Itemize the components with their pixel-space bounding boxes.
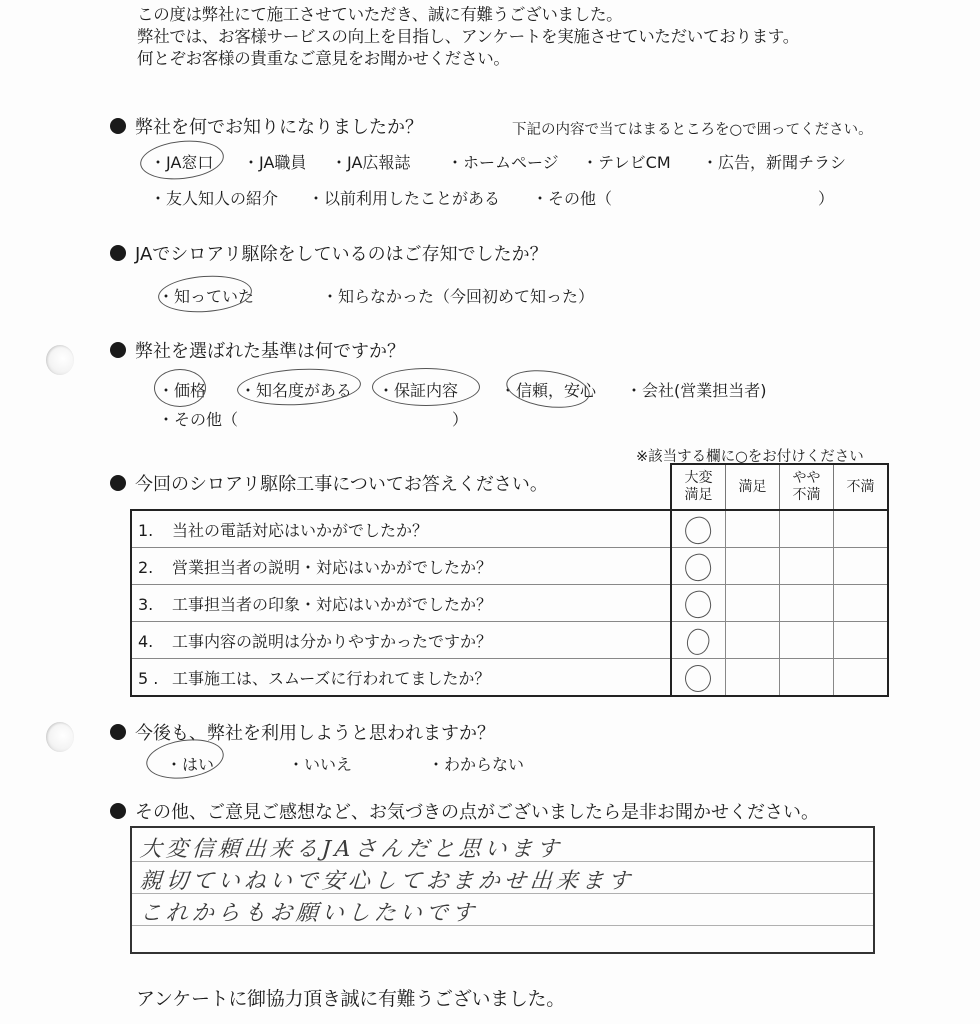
- option-other[interactable]: ・その他（: [158, 410, 239, 429]
- row-question: 工事施工は、スムーズに行われてましたか？: [172, 668, 491, 688]
- table-row: 3. 工事担当者の印象・対応はいかがでしたか？: [131, 585, 888, 622]
- cell-satisfied[interactable]: [726, 548, 780, 585]
- option-other[interactable]: ・その他（: [532, 189, 613, 208]
- handwritten-comment-line: 大変信頼出来るJAさんだと思います: [138, 837, 564, 862]
- cell-somewhat-dissatisfied[interactable]: [780, 548, 834, 585]
- column-satisfied: 満足: [726, 464, 780, 510]
- question-4-title: 今回のシロアリ駆除工事についてお答えください。: [135, 474, 548, 495]
- cell-satisfied[interactable]: [726, 659, 780, 697]
- binder-hole: [46, 722, 74, 752]
- option-no[interactable]: ・いいえ: [288, 755, 353, 774]
- table-row: 4. 工事内容の説明は分かりやすかったですか？: [131, 622, 888, 659]
- option-tv-cm[interactable]: ・テレビCM: [582, 153, 671, 172]
- question-1-heading: [110, 113, 423, 139]
- row-question: 工事担当者の印象・対応はいかがでしたか？: [172, 594, 493, 614]
- bullet-icon: [110, 118, 126, 134]
- bullet-icon: [110, 803, 126, 819]
- option-other-close: ）: [818, 189, 835, 208]
- cell-dissatisfied[interactable]: [834, 548, 889, 585]
- column-somewhat-dissatisfied: やや 不満: [780, 464, 834, 510]
- question-6-title: その他、ご意見ご感想など、お気づきの点がございましたら是非お聞かせください。: [135, 802, 819, 823]
- handwritten-circle: [683, 626, 713, 658]
- cell-very-satisfied[interactable]: [671, 585, 726, 622]
- bullet-icon: [110, 475, 126, 491]
- table-row: 5 . 工事施工は、スムーズに行われてましたか？: [131, 659, 888, 697]
- table-instruction: ※該当する欄に○をお付けください: [636, 449, 864, 465]
- option-ja-newsletter[interactable]: ・JA広報誌: [331, 153, 411, 172]
- option-trust[interactable]: ・信頼，安心: [500, 381, 597, 400]
- question-2-title: JAでシロアリ駆除をしているのはご存知でしたか？: [135, 244, 548, 265]
- option-dont-know[interactable]: ・わからない: [428, 755, 525, 774]
- option-friend-referral[interactable]: ・友人知人の紹介: [150, 189, 279, 208]
- column-dissatisfied: 不満: [834, 464, 889, 510]
- question-3-title: 弊社を選ばれた基準は何ですか？: [135, 341, 405, 362]
- option-ad-flyer[interactable]: ・広告，新聞チラシ: [702, 153, 847, 172]
- question-1-instruction: 下記の内容で当てはまるところを○で囲ってください。: [512, 122, 873, 138]
- question-1-title: 弊社を何でお知りになりましたか？: [135, 117, 423, 138]
- column-very-satisfied: 大変 満足: [671, 464, 726, 510]
- cell-satisfied[interactable]: [726, 622, 780, 659]
- cell-dissatisfied[interactable]: [834, 510, 889, 548]
- cell-somewhat-dissatisfied[interactable]: [780, 622, 834, 659]
- cell-satisfied[interactable]: [726, 585, 780, 622]
- question-3-heading: [110, 337, 405, 363]
- cell-somewhat-dissatisfied[interactable]: [780, 510, 834, 548]
- table-header-row: [131, 464, 888, 510]
- handwritten-circle: [685, 665, 711, 692]
- handwritten-circle: [682, 515, 713, 547]
- question-5-title: 今後も、弊社を利用しようと思われますか？: [135, 723, 495, 744]
- table-row: 2. 営業担当者の説明・対応はいかがでしたか？: [131, 548, 888, 585]
- option-knew[interactable]: ・知っていた: [158, 287, 255, 306]
- cell-very-satisfied[interactable]: [671, 659, 726, 697]
- cell-dissatisfied[interactable]: [834, 622, 889, 659]
- comment-box[interactable]: [130, 826, 875, 954]
- cell-somewhat-dissatisfied[interactable]: [780, 659, 834, 697]
- option-price[interactable]: ・価格: [158, 381, 207, 400]
- cell-very-satisfied[interactable]: [671, 548, 726, 585]
- intro-line: この度は弊社にて施工させていただき、誠に有難うございました。: [137, 5, 623, 24]
- table-row: 1. 当社の電話対応はいかがでしたか？: [131, 510, 888, 548]
- option-used-before[interactable]: ・以前利用したことがある: [308, 189, 501, 208]
- option-ja-window[interactable]: ・JA窓口: [150, 153, 214, 172]
- option-other-close: ）: [452, 410, 469, 429]
- row-question: 工事内容の説明は分かりやすかったですか？: [172, 631, 493, 651]
- question-6-heading: [110, 798, 819, 824]
- cell-satisfied[interactable]: [726, 510, 780, 548]
- cell-very-satisfied[interactable]: [671, 622, 726, 659]
- bullet-icon: [110, 245, 126, 261]
- option-homepage[interactable]: ・ホームページ: [447, 153, 559, 172]
- handwritten-circle: [682, 552, 713, 584]
- row-question: 営業担当者の説明・対応はいかがでしたか？: [172, 557, 493, 577]
- intro-line: 何とぞお客様の貴重なご意見をお聞かせください。: [137, 49, 510, 68]
- cell-somewhat-dissatisfied[interactable]: [780, 585, 834, 622]
- bullet-icon: [110, 342, 126, 358]
- option-company-staff[interactable]: ・会社(営業担当者): [626, 381, 767, 400]
- handwritten-comment-line: これからもお願いしたいです: [138, 901, 479, 926]
- footer-thanks: アンケートに御協力頂き誠に有難うございました。: [136, 988, 565, 1010]
- bullet-icon: [110, 724, 126, 740]
- handwritten-circle: [682, 589, 713, 621]
- binder-hole: [46, 345, 74, 375]
- question-2-heading: [110, 240, 548, 266]
- satisfaction-table: [130, 463, 889, 697]
- row-question: 当社の電話対応はいかがでしたか？: [172, 520, 429, 540]
- option-ja-staff[interactable]: ・JA職員: [243, 153, 307, 172]
- cell-dissatisfied[interactable]: [834, 659, 889, 697]
- option-reputation[interactable]: ・知名度がある: [240, 381, 353, 400]
- question-5-heading: [110, 719, 495, 745]
- option-did-not-know[interactable]: ・知らなかった（今回初めて知った）: [322, 287, 595, 306]
- intro-line: 弊社では、お客様サービスの向上を目指し、アンケートを実施させていただいております。: [137, 27, 799, 46]
- option-yes[interactable]: ・はい: [166, 755, 215, 774]
- cell-dissatisfied[interactable]: [834, 585, 889, 622]
- option-warranty[interactable]: ・保証内容: [378, 381, 459, 400]
- cell-very-satisfied[interactable]: [671, 510, 726, 548]
- handwritten-comment-line: 親切ていねいで安心しておまかせ出来ます: [138, 869, 635, 894]
